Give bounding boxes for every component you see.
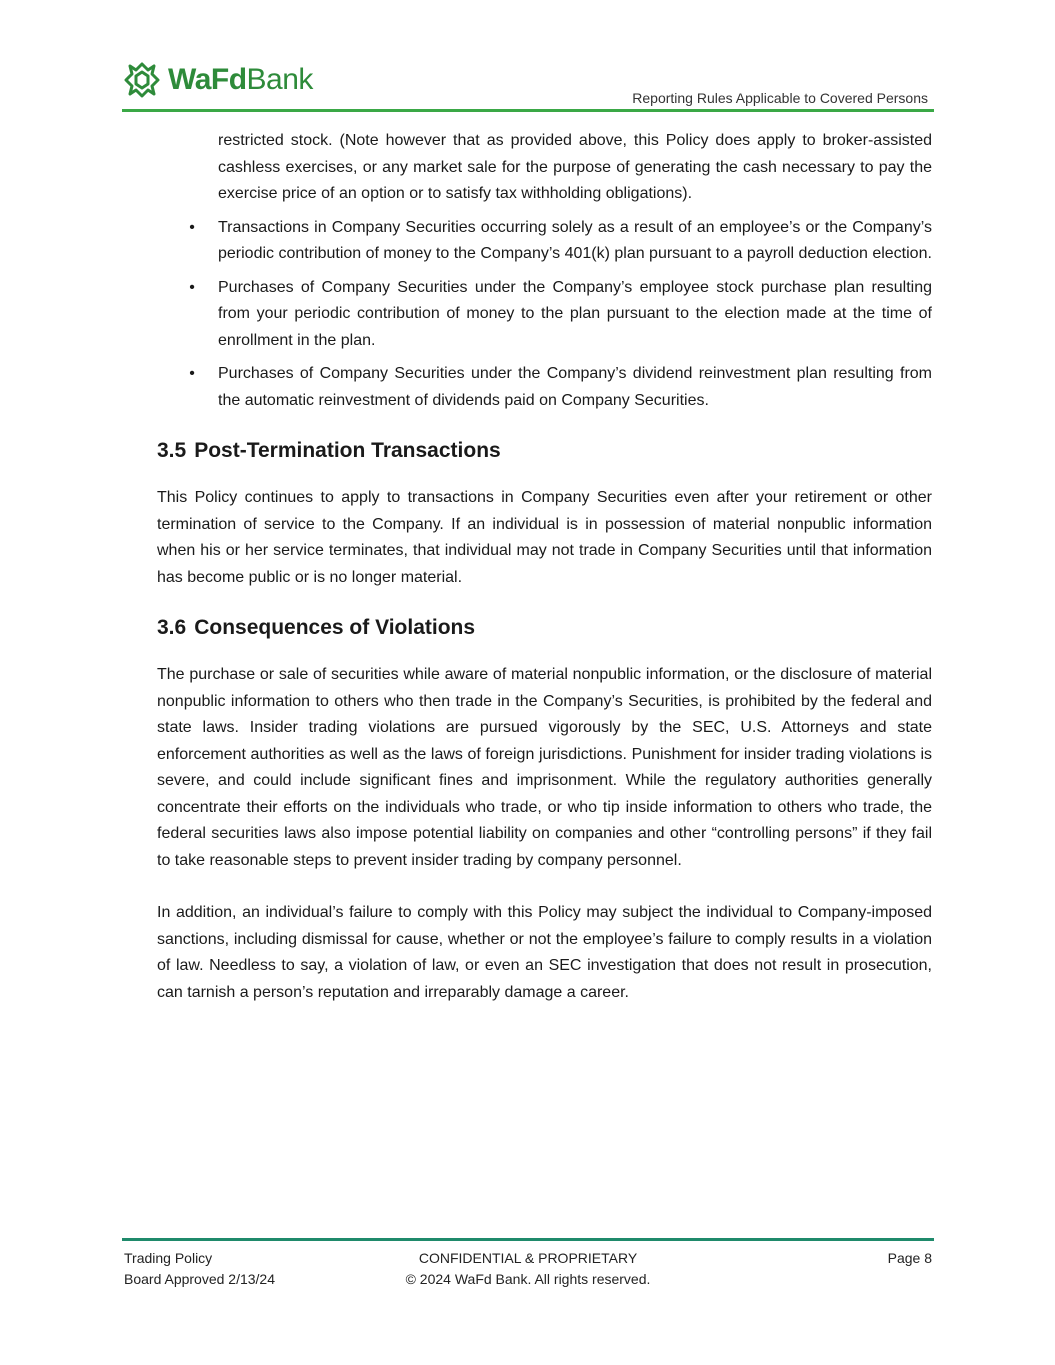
paragraph-gap (157, 874, 932, 900)
section-title: Consequences of Violations (194, 616, 476, 639)
page-footer (122, 1238, 934, 1294)
bullet-icon: • (189, 278, 195, 296)
footer-confidential: CONFIDENTIAL & PROPRIETARY (418, 1250, 638, 1266)
bullet-list (157, 215, 932, 415)
footer-center (122, 1248, 934, 1290)
wafd-emblem-icon (122, 60, 162, 100)
continuation-paragraph: restricted stock. (Note however that as provided above, this Policy does apply to broker-assisted cashless exercises, or any market sale for the purpose of generating the cash necessary to pay the exercise price of an option or to satisfy tax withholding obligations). (218, 132, 932, 202)
section-heading-3-5 (157, 436, 932, 466)
section-3-6-body-2: In addition, an individual’s failure to comply with this Policy may subject the individual to Company-imposed sanctions, including dismissal for cause, whether or not the employee’s failure to comply results in a violation of law. Needless to say, a violation of law, or even an SEC investigation that does not result in prosecution, can tarnish a person’s reputation and irreparably damage a career. (157, 904, 932, 1001)
section-number: 3.5 (157, 439, 187, 462)
logo-text (168, 58, 313, 102)
list-item (157, 215, 932, 268)
logo-wafd: WaFd (168, 63, 247, 96)
bullet-text: Transactions in Company Securities occurring solely as a result of an employee’s or the Company’s periodic contribution of money to the Company’s 401(k) plan pursuant to a payroll deduction election. (218, 218, 932, 262)
bullet-icon: • (189, 218, 195, 236)
header-divider (122, 109, 934, 112)
bullet-icon: • (189, 365, 195, 382)
section-number: 3.6 (157, 616, 187, 639)
list-item (157, 361, 932, 414)
wafd-bank-logo (122, 58, 313, 102)
footer-doc-name: Trading Policy (124, 1250, 213, 1266)
section-3-6-body-1: The purchase or sale of securities while aware of material nonpublic information, or the disclosure of material nonpublic information to others who then trade in the Company’s Securities, is prohibited by the federal and state laws. Insider trading violations are pursued vigorously by the SEC, U.S. Attorneys and state enforcement authorities as well as the laws of foreign jurisdictions. Punishment for insider trading violations is severe, and could include significant fines and imprisonment. While the regulatory authorities generally concentrate their efforts on the individuals who trade, or who tip inside information to others who trade, the federal securities laws also impose potential liability on companies and other “controlling persons” if they fail to take reasonable steps to prevent insider trading by company personnel. (157, 666, 932, 869)
header-section-title: Reporting Rules Applicable to Covered Persons (632, 90, 928, 106)
page-number: Page 8 (887, 1250, 932, 1266)
section-3-5-body: This Policy continues to apply to transactions in Company Securities even after your retirement or other termination of service to the Company. If an individual is in possession of material nonpublic information when his or her service terminates, that individual may not trade in Company Securities until that information has become public or is no longer material. (157, 489, 932, 586)
bullet-text: Purchases of Company Securities under the Company’s dividend reinvestment plan resulting from the automatic reinvestment of dividends paid on Company Securities. (218, 365, 932, 409)
bullet-text: Purchases of Company Securities under the Company’s employee stock purchase plan resulting from your periodic contribution of money to the plan pursuant to the election made at the time of enrollment in the plan. (218, 278, 932, 349)
list-item (157, 275, 932, 355)
footer-approval: Board Approved 2/13/24 (124, 1271, 276, 1287)
page-header (122, 58, 934, 112)
footer-copyright: © 2024 WaFd Bank. All rights reserved. (405, 1271, 651, 1287)
logo-bank: Bank (246, 63, 313, 96)
section-title: Post-Termination Transactions (194, 439, 501, 462)
document-body (157, 128, 932, 1006)
footer-right (888, 1248, 932, 1269)
footer-divider (122, 1238, 934, 1241)
section-heading-3-6 (157, 613, 932, 643)
